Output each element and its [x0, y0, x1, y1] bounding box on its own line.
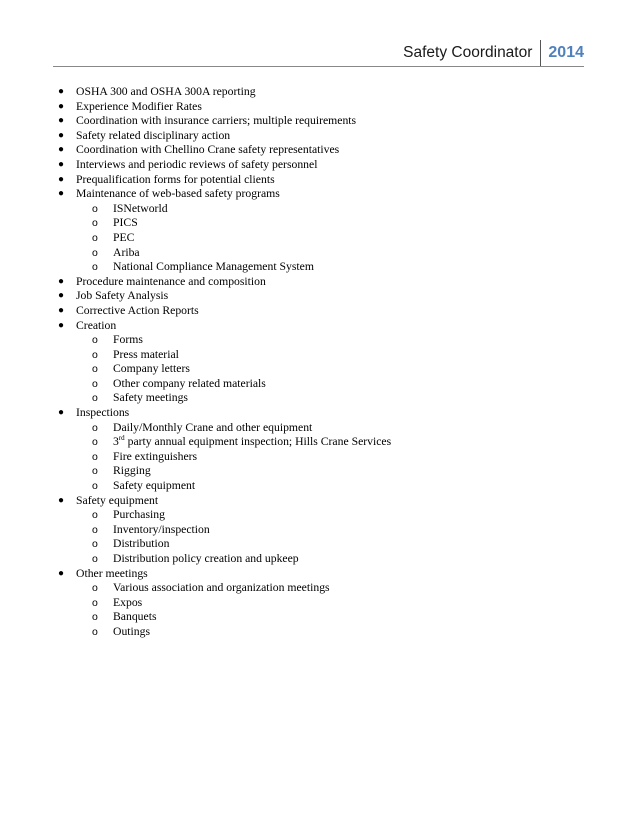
sub-list-item-text: Inventory/inspection: [113, 522, 210, 536]
bullet-icon: ●: [58, 129, 65, 141]
circle-bullet-icon: o: [92, 377, 98, 390]
circle-bullet-icon: o: [92, 538, 98, 551]
list-item: [0, 289, 600, 304]
sub-list-item: [76, 508, 600, 523]
circle-bullet-icon: o: [92, 421, 98, 434]
sub-list-item: [76, 216, 600, 231]
circle-bullet-icon: o: [92, 392, 98, 405]
list-item-text: Experience Modifier Rates: [76, 99, 202, 113]
circle-bullet-icon: o: [92, 202, 98, 215]
sub-list: [76, 421, 600, 494]
sub-list-item: [76, 260, 600, 275]
list-item-text: Creation: [76, 318, 117, 332]
circle-bullet-icon: o: [92, 625, 98, 638]
sub-list: [76, 333, 600, 406]
sub-list-item-text: PEC: [113, 230, 135, 244]
list-item-text: Other meetings: [76, 566, 148, 580]
list-item: [0, 319, 600, 407]
bullet-icon: ●: [58, 144, 65, 156]
sub-list-item: [76, 610, 600, 625]
list-item: [0, 85, 600, 100]
sub-list-item: [76, 231, 600, 246]
sub-list-item-text: Distribution policy creation and upkeep: [113, 552, 299, 565]
circle-bullet-icon: o: [92, 450, 98, 463]
circle-bullet-icon: o: [92, 246, 98, 259]
bullet-icon: ●: [58, 188, 65, 200]
list-item: [0, 494, 600, 567]
sub-list-item-text: PICS: [113, 216, 138, 230]
list-item: [0, 567, 600, 640]
sub-list-item: [76, 333, 600, 348]
list-item: [0, 158, 600, 173]
list-item-text: Safety equipment: [76, 493, 159, 507]
circle-bullet-icon: o: [92, 261, 98, 274]
list-item-text: Safety related disciplinary action: [76, 128, 231, 142]
circle-bullet-icon: o: [92, 480, 98, 493]
bullet-icon: ●: [58, 158, 65, 170]
list-item: [0, 114, 600, 129]
header-title: Safety Coordinator: [403, 40, 541, 66]
list-item-text: Coordination with insurance carriers; multiple requirements: [76, 114, 357, 128]
sub-list-item-text: Press material: [113, 347, 179, 361]
bullet-icon: ●: [58, 290, 65, 302]
circle-bullet-icon: o: [92, 436, 98, 449]
list-item-text: Prequalification forms for potential clients: [76, 172, 275, 186]
circle-bullet-icon: o: [92, 334, 98, 347]
circle-bullet-icon: o: [92, 553, 98, 565]
list-item: [0, 100, 600, 115]
sub-list-item-text: Ariba: [113, 245, 140, 259]
bullet-icon: ●: [58, 173, 65, 185]
list-item: [0, 129, 600, 144]
sub-list-item-text: Outings: [113, 624, 151, 638]
circle-bullet-icon: o: [92, 217, 98, 230]
circle-bullet-icon: o: [92, 596, 98, 609]
bullet-icon: ●: [58, 86, 65, 97]
list-item-text: Interviews and periodic reviews of safety personnel: [76, 157, 318, 171]
list-item: [0, 406, 600, 494]
bullet-icon: ●: [58, 100, 65, 112]
bullet-icon: ●: [58, 567, 65, 579]
sub-list-item: [76, 435, 600, 450]
list-item: [0, 143, 600, 158]
list-item-text: Coordination with Chellino Crane safety representatives: [76, 143, 340, 157]
sub-list-item-text: Expos: [113, 595, 143, 609]
sub-list-item: [76, 537, 600, 552]
header-year: 2014: [548, 44, 584, 61]
sub-list-item: [76, 552, 600, 567]
sub-list-item-text: Fire extinguishers: [113, 449, 198, 463]
sub-list-item: [76, 362, 600, 377]
circle-bullet-icon: o: [92, 611, 98, 624]
list-item-text: Procedure maintenance and composition: [76, 274, 266, 288]
sub-list-item: [76, 450, 600, 465]
sub-list-item: [76, 596, 600, 611]
sub-list-item: [76, 377, 600, 392]
circle-bullet-icon: o: [92, 523, 98, 536]
bullet-icon: ●: [58, 494, 65, 506]
sub-list-item-text: ISNetworld: [113, 201, 168, 215]
sub-list-item-text: National Compliance Management System: [113, 260, 314, 274]
sub-list-item-text: Distribution: [113, 537, 170, 551]
sub-list: [76, 202, 600, 275]
sub-list: [76, 508, 600, 566]
list-item: [0, 275, 600, 290]
circle-bullet-icon: o: [92, 348, 98, 361]
list-item-text: Corrective Action Reports: [76, 303, 199, 317]
sub-list-item-text: Company letters: [113, 362, 190, 376]
bullet-icon: ●: [58, 115, 65, 127]
circle-bullet-icon: o: [92, 363, 98, 376]
circle-bullet-icon: o: [92, 231, 98, 244]
list-item: [0, 187, 600, 275]
list-item-text: OSHA 300 and OSHA 300A reporting: [76, 85, 256, 98]
circle-bullet-icon: o: [92, 465, 98, 478]
list-item-text: Maintenance of web-based safety programs: [76, 187, 280, 201]
sub-list-item-text: 3rd party annual equipment inspection; Hills Crane Services: [113, 434, 392, 449]
sub-list-item: [76, 348, 600, 363]
sub-list-item-text: Daily/Monthly Crane and other equipment: [113, 420, 313, 434]
circle-bullet-icon: o: [92, 509, 98, 522]
sub-list-item-text: Safety meetings: [113, 391, 188, 405]
sub-list-item: [76, 523, 600, 538]
sub-list-item-text: Forms: [113, 333, 143, 347]
sub-list-item: [76, 625, 600, 640]
bullet-icon: ●: [58, 275, 65, 287]
sub-list-item: [76, 581, 600, 596]
list-item: [0, 173, 600, 188]
list-item: [0, 304, 600, 319]
duties-list: [0, 85, 600, 640]
circle-bullet-icon: o: [92, 582, 98, 595]
sub-list-item: [76, 479, 600, 494]
sub-list-item-text: Various association and organization meetings: [113, 581, 330, 595]
sub-list: [76, 581, 600, 639]
list-item-text: Inspections: [76, 406, 130, 420]
bullet-icon: ●: [58, 407, 65, 419]
sub-list-item: [76, 391, 600, 406]
bullet-icon: ●: [58, 319, 65, 331]
sub-list-item: [76, 421, 600, 436]
sub-list-item-text: Other company related materials: [113, 376, 266, 390]
sub-list-item-text: Banquets: [113, 610, 157, 624]
sub-list-item: [76, 202, 600, 217]
header-rule: [53, 66, 584, 67]
sub-list-item: [76, 246, 600, 261]
sub-list-item-text: Purchasing: [113, 508, 165, 522]
page-header: [403, 40, 584, 66]
list-item-text: Job Safety Analysis: [76, 289, 169, 303]
sub-list-item-text: Rigging: [113, 464, 151, 478]
sub-list-item: [76, 464, 600, 479]
sub-list-item-text: Safety equipment: [113, 479, 196, 493]
bullet-icon: ●: [58, 304, 65, 316]
